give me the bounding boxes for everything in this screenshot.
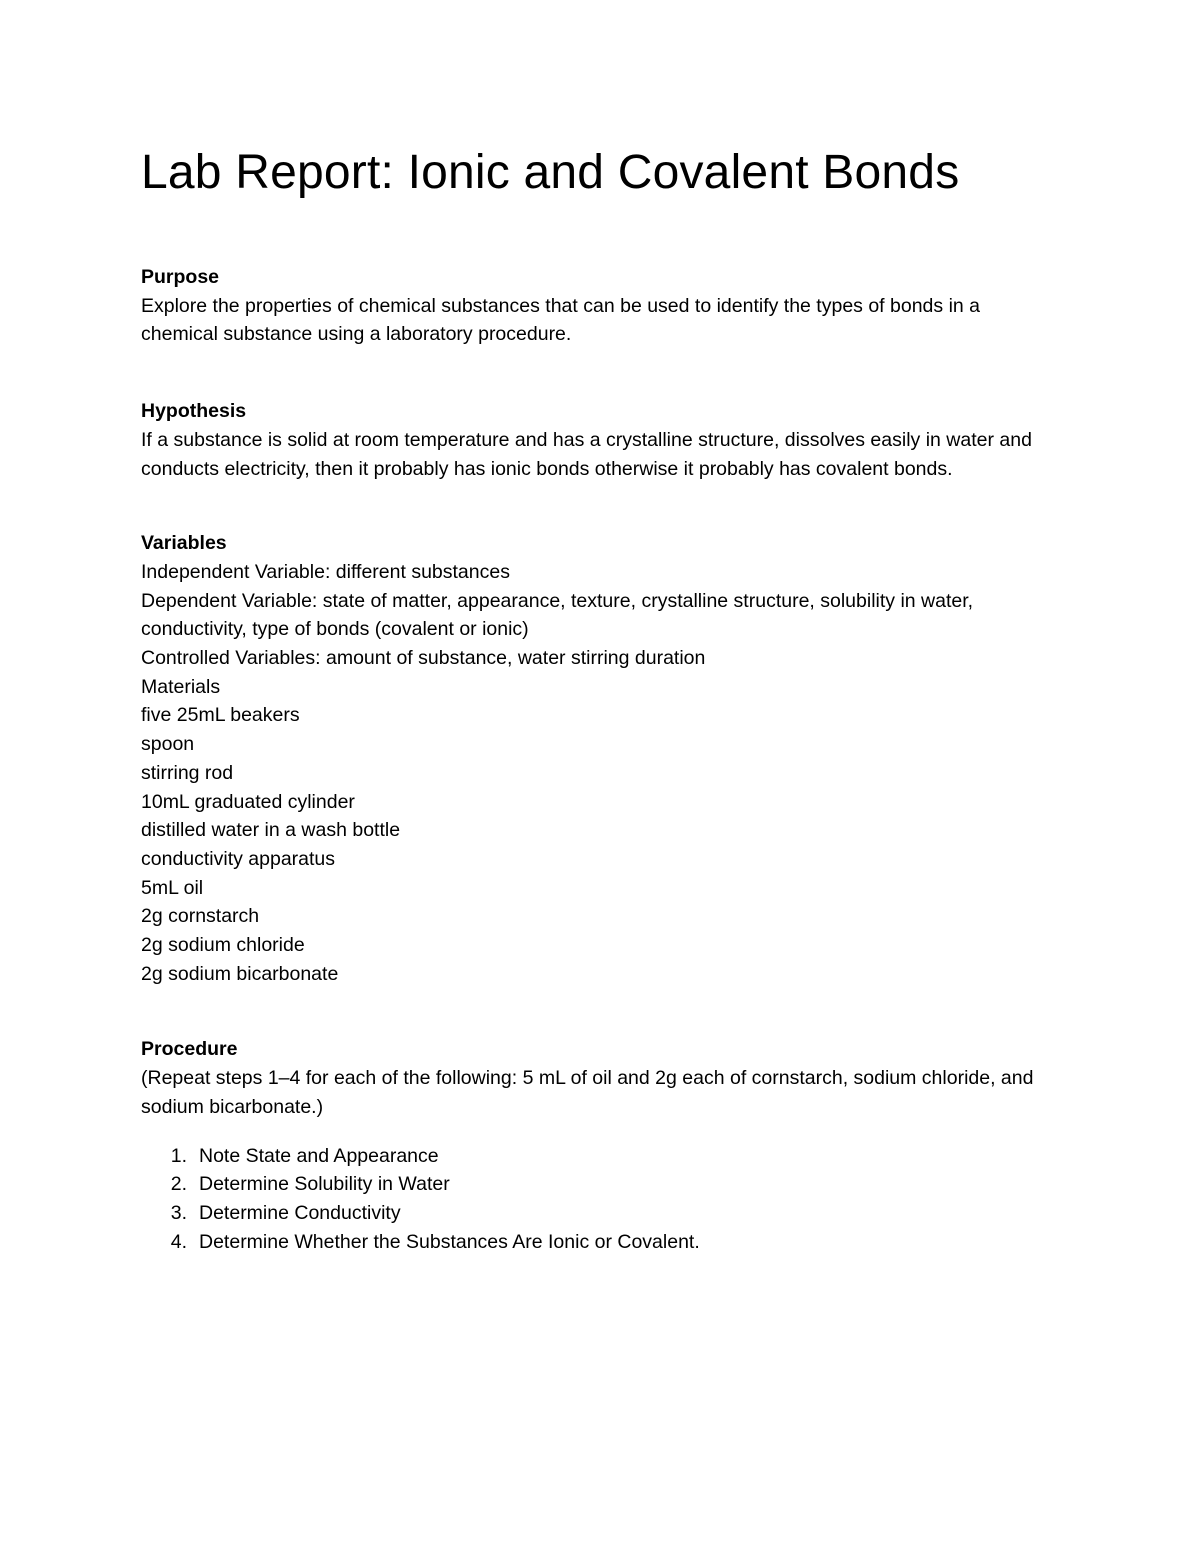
variables-heading: Variables [141, 532, 227, 555]
material-item: spoon [141, 733, 195, 756]
step-number: 3. [170, 1201, 187, 1224]
procedure-heading: Procedure [141, 1038, 238, 1061]
materials-label: Materials [141, 675, 221, 698]
document-page [141, 140, 1061, 1256]
hypothesis-text: If a substance is solid at room temperature and has a crystalline structure, dissolves easily in water and conducts electricity, then it probably has ionic bonds otherwise it probably has covalent bonds. [141, 428, 1032, 480]
material-item: 5mL oil [141, 876, 204, 899]
controlled-variables: Controlled Variables: amount of substance, water stirring duration [141, 647, 706, 670]
procedure-step [141, 1142, 1061, 1171]
material-item: distilled water in a wash bottle [141, 819, 401, 842]
purpose-section [141, 263, 1061, 349]
purpose-heading: Purpose [141, 266, 220, 288]
step-number: 2. [170, 1173, 187, 1196]
step-number: 1. [170, 1144, 187, 1167]
material-item: five 25mL beakers [141, 704, 300, 727]
step-text: Determine Conductivity [199, 1201, 401, 1224]
material-item: 2g sodium bicarbonate [141, 962, 339, 985]
step-number: 4. [170, 1230, 187, 1253]
variables-section [141, 529, 1061, 988]
material-item: 2g cornstarch [141, 905, 260, 928]
hypothesis-heading: Hypothesis [141, 400, 247, 423]
procedure-step [141, 1170, 1061, 1199]
procedure-intro: (Repeat steps 1–4 for each of the following: 5 mL of oil and 2g each of cornstarch, sodium chloride, and sodium bicarbonate.) [141, 1067, 1034, 1118]
procedure-steps [141, 1142, 1061, 1257]
step-text: Determine Solubility in Water [199, 1173, 450, 1196]
materials-list [141, 701, 1061, 988]
hypothesis-section [141, 397, 1061, 483]
procedure-step [141, 1228, 1061, 1257]
dependent-variable: Dependent Variable: state of matter, appearance, texture, crystalline structure, solubility in water, conductivity, type of bonds (covalent or ionic) [141, 589, 974, 641]
document-title: Lab Report: Ionic and Covalent Bonds [141, 146, 960, 199]
procedure-step [141, 1199, 1061, 1228]
step-text: Determine Whether the Substances Are Ionic or Covalent. [199, 1230, 700, 1253]
material-item: stirring rod [141, 761, 234, 784]
material-item: 2g sodium chloride [141, 934, 305, 957]
material-item: conductivity apparatus [141, 847, 336, 870]
step-text: Note State and Appearance [199, 1144, 439, 1167]
purpose-text: Explore the properties of chemical substances that can be used to identify the types of bonds in a chemical substance using a laboratory procedure. [141, 294, 981, 346]
material-item: 10mL graduated cylinder [141, 790, 355, 813]
procedure-section [141, 1035, 1061, 1256]
independent-variable: Independent Variable: different substances [141, 560, 510, 583]
